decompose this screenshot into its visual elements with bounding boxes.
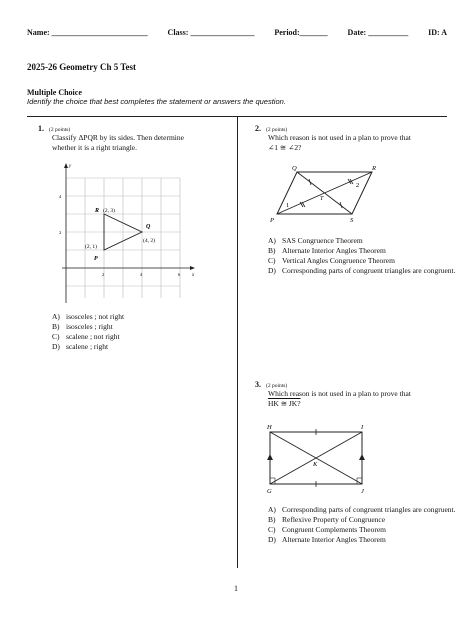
x-axis-label: x (192, 273, 195, 278)
choice-a[interactable]: A) isosceles ; not right (52, 312, 125, 321)
section-instructions: Identify the choice that best completes the statement or answers the question. (27, 97, 286, 106)
question-number: 2. (255, 124, 261, 133)
choice-b[interactable]: B) Reflexive Property of Congruence (268, 515, 386, 524)
period-field-label: Period:_______ (274, 28, 328, 37)
question-text-line: ∠1 ≅ ∠2? (268, 143, 302, 152)
point-label-r: (2, 3) (103, 208, 115, 214)
date-field-label: Date: __________ (347, 28, 409, 37)
x-tick-label: 2 (102, 272, 105, 277)
question-points: (2 points) (266, 127, 288, 133)
angle-label-2: 2 (356, 182, 360, 189)
point-label-p: (2, 1) (85, 244, 97, 250)
vertex-label-r: R (372, 165, 376, 172)
center-label-k: K (313, 461, 318, 468)
x-tick-label: 4 (140, 272, 143, 277)
question-text-line: whether it is a right triangle. (52, 143, 137, 152)
vertex-label-q: Q (292, 165, 297, 172)
question-text-line: Classify ΔPQR by its sides. Then determine (52, 133, 184, 142)
rectangle-figure (262, 420, 372, 500)
diagonal-rp (277, 172, 372, 214)
choice-d[interactable]: D) scalene ; right (52, 342, 109, 351)
center-label-t: T (320, 196, 324, 202)
vertex-label-g: G (267, 488, 272, 495)
name-field-label: Name: ________________________ (27, 28, 148, 37)
choice-a[interactable]: A) SAS Congruence Theorem (268, 236, 363, 245)
vertex-label-h: H (267, 424, 272, 431)
vertex-label-s: S (350, 217, 354, 224)
parallelogram-figure (262, 162, 382, 228)
coordinate-graph (52, 158, 202, 308)
question-text-line: Which reason is not used in a plan to prove that (268, 389, 411, 398)
id-label: ID: A (428, 28, 447, 37)
class-field-label: Class: ________________ (167, 28, 255, 37)
choice-c[interactable]: C) scalene ; not right (52, 332, 120, 341)
choice-d[interactable]: D) Corresponding parts of congruent triangles are congruent. (268, 266, 456, 275)
choices-q2 (268, 236, 462, 276)
y-tick-label: 4 (59, 194, 62, 199)
question-points: (2 points) (266, 383, 288, 389)
vertex-label-p: P (270, 217, 274, 224)
choices-q1 (52, 312, 246, 352)
question-number: 1. (38, 124, 44, 133)
vertex-label-p: P (94, 256, 98, 262)
angle-label-1: 1 (286, 202, 290, 209)
point-label-q: (4, 2) (143, 238, 155, 244)
choice-c[interactable]: C) Congruent Complements Theorem (268, 525, 387, 534)
vertex-label-j: J (361, 488, 364, 495)
question-text-line: Which reason is not used in a plan to prove that (268, 133, 411, 142)
choice-a[interactable]: A) Corresponding parts of congruent triangles are congruent. (268, 505, 456, 514)
header-row (27, 28, 447, 37)
question-1 (38, 124, 184, 153)
page-number: 1 (234, 584, 238, 593)
choice-d[interactable]: D) Alternate Interior Angles Theorem (268, 535, 386, 544)
question-number: 3. (255, 380, 261, 389)
y-axis-label: y (69, 164, 72, 169)
choice-b[interactable]: B) isosceles ; right (52, 322, 113, 331)
vertex-label-q: Q (146, 224, 151, 230)
vertex-label-r: R (95, 208, 100, 214)
test-title: 2025-26 Geometry Ch 5 Test (27, 62, 136, 72)
question-text-line: HK ≅ JK? (268, 399, 301, 408)
question-2 (255, 124, 411, 153)
question-3 (255, 380, 411, 409)
choice-b[interactable]: B) Alternate Interior Angles Theorem (268, 246, 386, 255)
section-title: Multiple Choice (27, 88, 82, 97)
choice-c[interactable]: C) Vertical Angles Congruence Theorem (268, 256, 395, 265)
choices-q3 (268, 505, 462, 545)
x-tick-label: 6 (178, 272, 181, 277)
y-tick-label: 2 (59, 230, 62, 235)
question-points: (2 points) (49, 127, 71, 133)
vertex-label-i: I (361, 424, 364, 431)
